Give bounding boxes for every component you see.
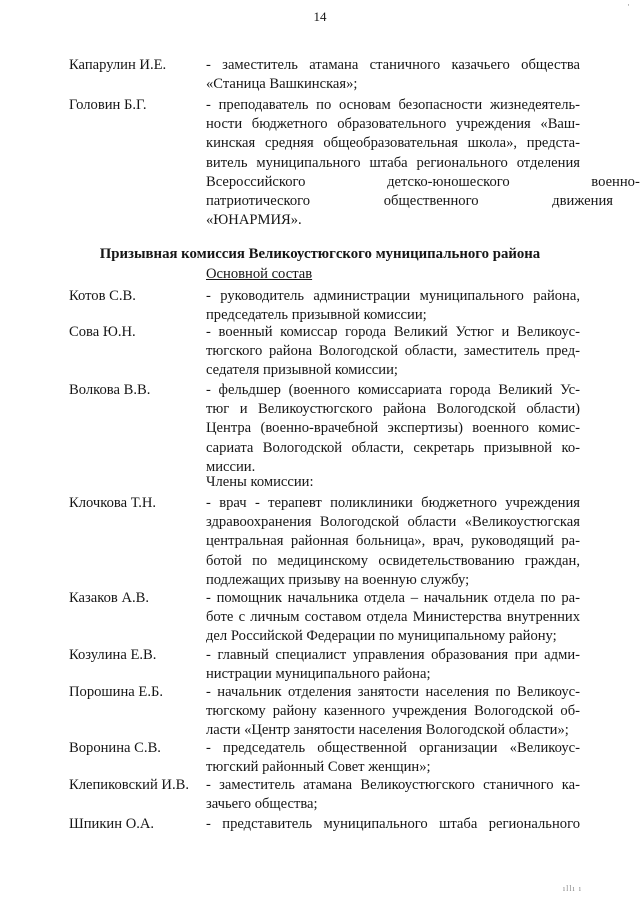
description-line: «ЮНАРМИЯ». — [206, 212, 302, 229]
description-line: - заместитель атамана Великоустюгского станичного ка- — [206, 777, 580, 793]
member-name: Котов С.В. — [69, 288, 136, 304]
description-line: - заместитель атамана станичного казачьего общества — [206, 57, 580, 73]
member-description — [206, 589, 580, 647]
description-line: подлежащих призыву на военную службу; — [206, 571, 470, 588]
member-name: Клочкова Т.Н. — [69, 495, 157, 511]
scan-mark: ıllı ı — [562, 884, 582, 893]
description-line: - фельдшер (военного комиссариата города Великий Ус- — [206, 382, 580, 398]
description-line: тюгский районный Совет женщин»; — [206, 759, 431, 776]
description-line: - председатель общественной организации «Великоус- — [206, 740, 580, 756]
description-line: - главный специалист управления образования при адми- — [206, 647, 580, 663]
member-description — [206, 776, 580, 814]
section-title: Призывная комиссия Великоустюгского муниципального района — [99, 246, 541, 262]
description-line: зачьего общества; — [206, 796, 318, 813]
description-line: боте с личным составом отдела Министерства внутренних — [206, 609, 580, 626]
description-line: - начальник отделения занятости населения по Великоус- — [206, 684, 580, 700]
member-description — [206, 56, 580, 94]
description-line: - представитель муниципального штаба регионального — [206, 816, 580, 832]
member-name: Капарулин И.Е. — [69, 57, 167, 73]
member-name: Казаков А.В. — [69, 590, 150, 606]
member-name: Головин Б.Г. — [69, 97, 147, 113]
description-line: центральная районная больница», врач, руководящий ра- — [206, 533, 580, 550]
description-line: - военный комиссар города Великий Устюг и Великоус- — [206, 324, 580, 340]
member-name: Козулина Е.В. — [69, 647, 157, 663]
section-subtitle: Основной состав — [206, 266, 313, 282]
member-name: Порошина Е.Б. — [69, 684, 164, 700]
description-line: Центра (военно-врачебной экспертизы) военного комис- — [206, 420, 580, 437]
member-description — [206, 815, 580, 834]
member-description — [206, 96, 640, 230]
description-line: седателя призывной комиссии; — [206, 362, 398, 379]
description-line: кинская средняя общеобразовательная школа», предста- — [206, 135, 580, 152]
description-line: тюг и Великоустюгского района Вологодской области) — [206, 401, 580, 418]
description-line: здравоохранения Вологодской области «Великоустюгская — [206, 514, 580, 531]
description-line: сариата Вологодской области, секретарь призывной ко- — [206, 439, 580, 456]
member-name: Волкова В.В. — [69, 382, 151, 398]
description-line: ности бюджетного образовательного учреждения «Ваш- — [206, 116, 580, 133]
description-line: нистрации муниципального района; — [206, 666, 431, 683]
description-line: дел Российской Федерации по муниципальному району; — [206, 628, 557, 645]
description-line: председатель призывной комиссии; — [206, 307, 427, 324]
member-description — [206, 494, 580, 590]
description-line: - помощник начальника отдела – начальник отдела по ра- — [206, 590, 580, 606]
description-line: миссии. — [206, 458, 256, 475]
member-name: Шпикин О.А. — [69, 816, 155, 832]
member-description — [206, 381, 580, 477]
description-line: патриотического общественного движения — [206, 193, 613, 210]
member-name: Сова Ю.Н. — [69, 324, 136, 340]
description-line: тюгского района Вологодской области, заместитель пред- — [206, 343, 580, 360]
description-line: Всероссийского детско-юношеского военно- — [206, 173, 640, 190]
description-line: ласти «Центр занятости населения Вологодской области»; — [206, 722, 569, 739]
description-line: - преподаватель по основам безопасности жизнедеятель- — [206, 97, 580, 113]
page-number: 14 — [313, 9, 327, 24]
description-line: витель муниципального штаба регионального отделения — [206, 154, 580, 171]
member-description — [206, 323, 580, 381]
description-line: «Станица Вашкинская»; — [206, 76, 358, 93]
member-name: Клепиковский И.В. — [69, 777, 189, 793]
corner-mark: · — [627, 0, 630, 10]
member-description — [206, 683, 580, 741]
description-line: тюгскому району казенного учреждения Вологодской об- — [206, 703, 580, 720]
member-description — [206, 646, 580, 684]
members-label: Члены комиссии: — [206, 474, 314, 490]
member-name: Воронина С.В. — [69, 740, 161, 756]
member-description — [206, 287, 580, 325]
member-description — [206, 739, 580, 777]
description-line: ботой по медицинскому освидетельствованию граждан, — [206, 552, 580, 569]
description-line: - врач - терапевт поликлиники бюджетного учреждения — [206, 495, 580, 511]
description-line: - руководитель администрации муниципального района, — [206, 288, 580, 304]
